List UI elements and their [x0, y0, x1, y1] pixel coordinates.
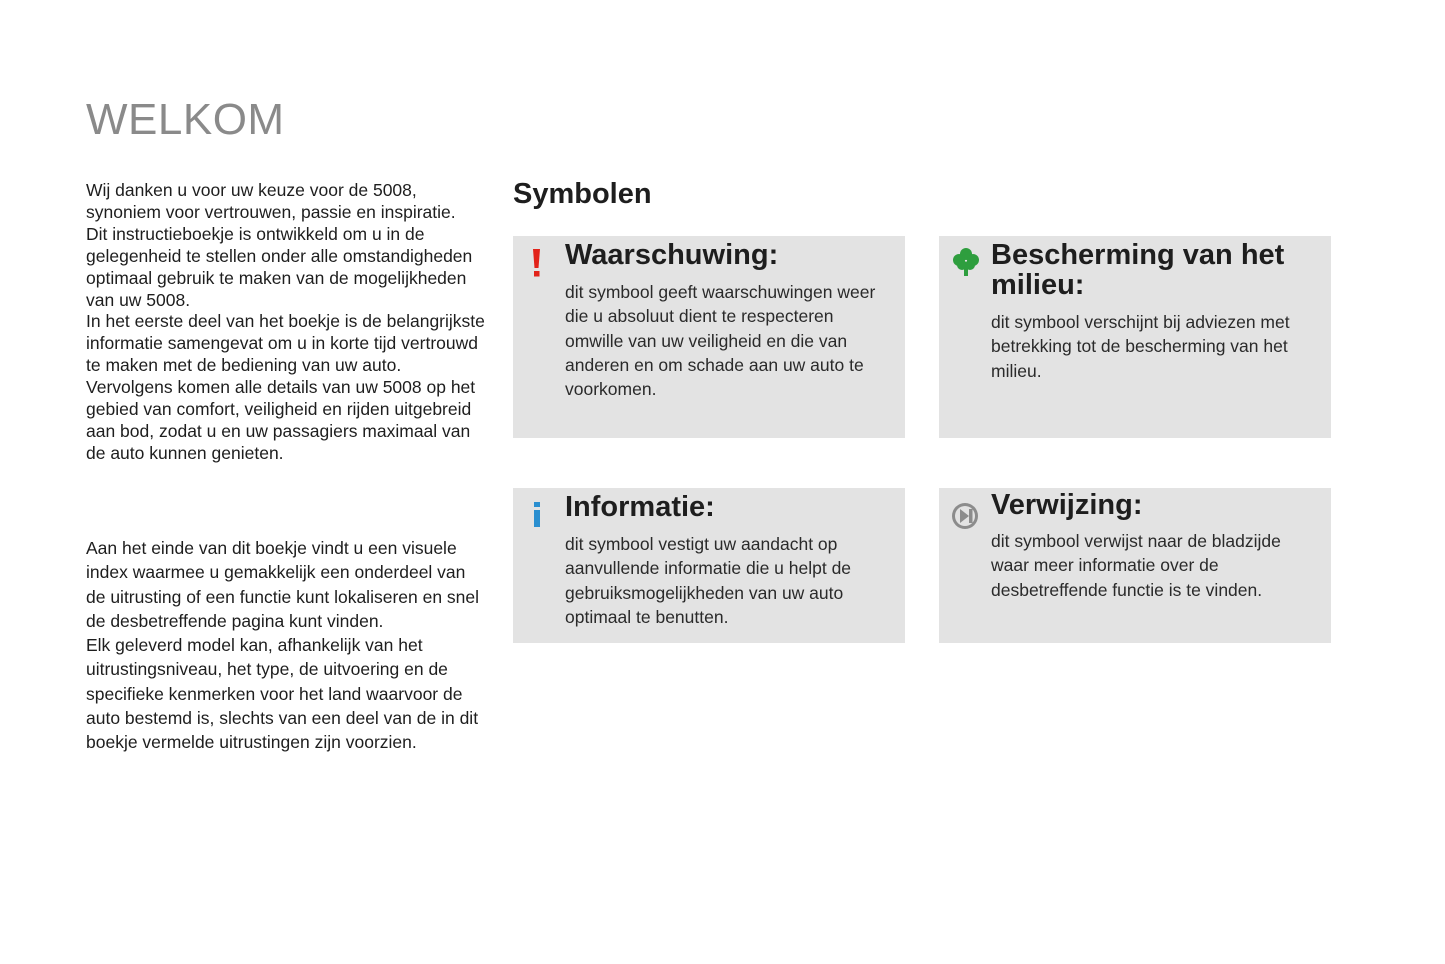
warning-box	[513, 236, 905, 438]
intro-paragraph: In het eerste deel van het boekje is de belangrijkste informatie samengevat om u in korte tijd vertrouwd te maken met de bediening van uw auto.	[86, 311, 485, 376]
tree-icon	[951, 246, 979, 278]
information-box	[513, 488, 905, 643]
skip-forward-icon	[951, 498, 979, 530]
intro-paragraph: Wij danken u voor uw keuze voor de 5008, synoniem voor vertrouwen, passie en inspiratie.	[86, 180, 456, 222]
warning-title: Waarschuwing:	[565, 239, 779, 271]
page-title: WELKOM	[86, 95, 285, 144]
info-icon	[525, 498, 553, 530]
intro-paragraph: Dit instructieboekje is ontwikkeld om u in de gelegenheid te stellen onder alle omstandigheden optimaal gebruik te maken van de mogelijkheden van uw 5008.	[86, 223, 473, 310]
information-text: dit symbool vestigt uw aandacht op aanvullende informatie die u helpt de gebruiksmogelijkheden van uw auto optimaal te benutten.	[565, 534, 852, 627]
intro-text	[86, 180, 486, 465]
reference-text: dit symbool verwijst naar de bladzijde waar meer informatie over de desbetreffende functie is te vinden.	[991, 531, 1281, 600]
environment-box	[939, 236, 1331, 438]
warning-text: dit symbool geeft waarschuwingen weer die u absoluut dient te respecteren omwille van uw veiligheid en die van anderen en om schade aan uw auto te voorkomen.	[565, 282, 876, 400]
reference-box	[939, 488, 1331, 643]
information-title: Informatie:	[565, 491, 715, 523]
environment-title: Bescherming van het milieu:	[991, 239, 1285, 301]
intro-paragraph: Elk geleverd model kan, afhankelijk van het uitrustingsniveau, het type, de uitvoering en de specifieke kenmerken voor het land waarvoor de auto bestemd is, slechts van een deel van de in dit boekje vermelde uitrustingen zijn voorzien.	[86, 635, 479, 753]
intro-paragraph: Vervolgens komen alle details van uw 5008 op het gebied van comfort, veiligheid en rijden uitgebreid aan bod, zodat u en uw passagiers maximaal van de auto kunnen genieten.	[86, 377, 476, 463]
environment-text: dit symbool verschijnt bij adviezen met betrekking tot de bescherming van het milieu.	[991, 312, 1290, 381]
intro-paragraph: Aan het einde van dit boekje vindt u een visuele index waarmee u gemakkelijk een onderdeel van de uitrusting of een functie kunt lokaliseren en snel de desbetreffende pagina kunt vinden.	[86, 538, 480, 631]
symbols-heading: Symbolen	[513, 178, 652, 210]
exclamation-icon	[525, 246, 553, 278]
reference-title: Verwijzing:	[991, 489, 1143, 521]
intro-text-second	[86, 536, 486, 755]
